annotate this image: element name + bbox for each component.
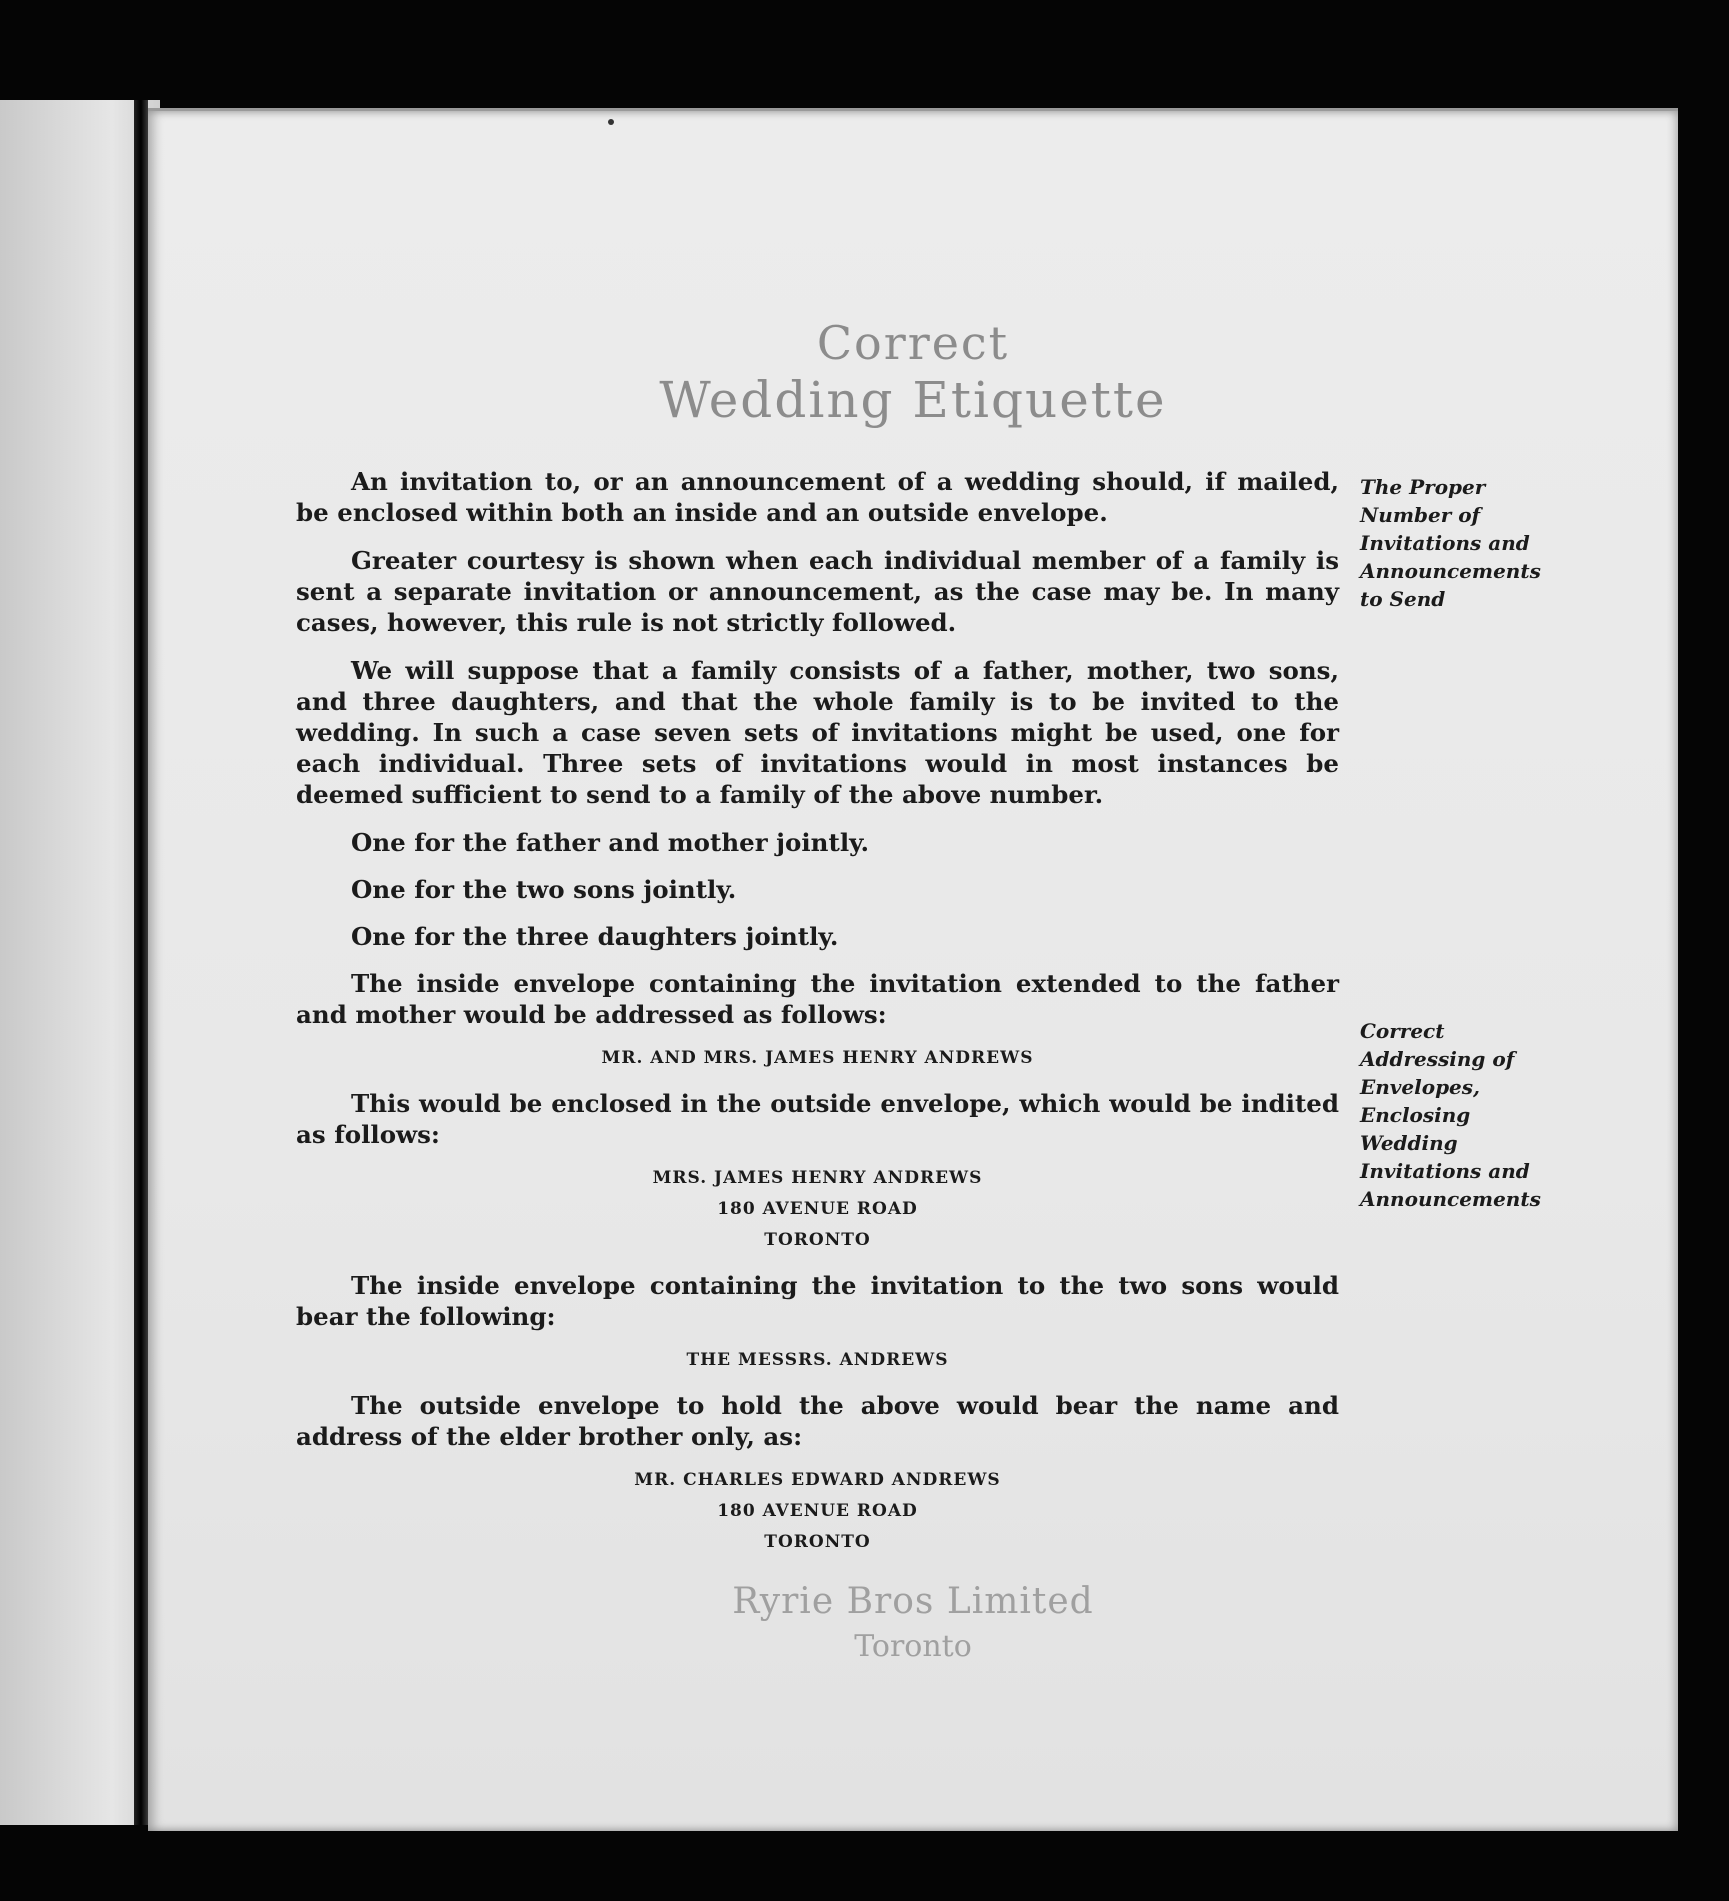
paragraph-courtesy: Greater courtesy is shown when each individual member of a family is sent a separate invitation or announcement, as the case may be. In many cases, however, this rule is not strictly followed. — [296, 546, 1339, 637]
address-name: MR. AND MRS. JAMES HENRY ANDREWS — [601, 1048, 1034, 1068]
paragraph-envelopes: An invitation to, or an announcement of a wedding should, if mailed, be enclosed within both an inside and an outside envelope. — [296, 467, 1339, 527]
publisher-city: Toronto — [854, 1629, 972, 1664]
paragraph-outside-sons: The outside envelope to hold the above would bear the name and address of the elder brother only, as: — [296, 1391, 1339, 1451]
paragraph-inside-sons: The inside envelope containing the invitation to the two sons would bear the following: — [296, 1271, 1339, 1331]
margin-note-proper-number: The Proper Number of Invitations and Announcements to Send — [1360, 475, 1541, 611]
address-street: 180 AVENUE ROAD — [717, 1199, 918, 1219]
list-line-sons: One for the two sons jointly. — [351, 875, 737, 904]
address-name: THE MESSRS. ANDREWS — [686, 1350, 949, 1370]
paragraph-outside-parents: This would be enclosed in the outside envelope, which would be indited as follows: — [296, 1089, 1339, 1149]
address-name: MRS. JAMES HENRY ANDREWS — [652, 1168, 983, 1188]
list-line-daughters: One for the three daughters jointly. — [351, 922, 839, 951]
address-city: TORONTO — [764, 1230, 871, 1250]
book-gutter — [134, 100, 148, 1825]
page-speck — [608, 119, 614, 125]
address-name: MR. CHARLES EDWARD ANDREWS — [634, 1470, 1001, 1490]
book-page — [148, 108, 1678, 1831]
address-city: TORONTO — [764, 1532, 871, 1552]
paragraph-inside-parents: The inside envelope containing the invitation extended to the father and mother would be addressed as follows: — [296, 969, 1339, 1029]
address-inside-parents — [296, 1043, 1339, 1074]
paragraph-family-example: We will suppose that a family consists of a father, mother, two sons, and three daughters, and that the whole family is to be invited to the wedding. In such a case seven sets of invitations might be used, one for each individual. Three sets of invitations would in most instances be deemed sufficient to send to a family of the above number. — [296, 656, 1339, 809]
publisher-imprint: Ryrie Bros Limited — [732, 1581, 1094, 1622]
address-outside-parents — [296, 1163, 1339, 1256]
list-line-parents: One for the father and mother jointly. — [351, 828, 870, 857]
address-street: 180 AVENUE ROAD — [717, 1501, 918, 1521]
body-text — [296, 466, 1339, 1572]
address-inside-sons — [296, 1345, 1339, 1376]
page-title-line-1: Correct — [816, 316, 1010, 370]
address-outside-sons — [296, 1465, 1339, 1558]
page-title-line-2: Wedding Etiquette — [659, 371, 1167, 429]
margin-note-addressing: Correct Addressing of Envelopes, Enclosing Wedding Invitations and Announcements — [1360, 1019, 1541, 1211]
